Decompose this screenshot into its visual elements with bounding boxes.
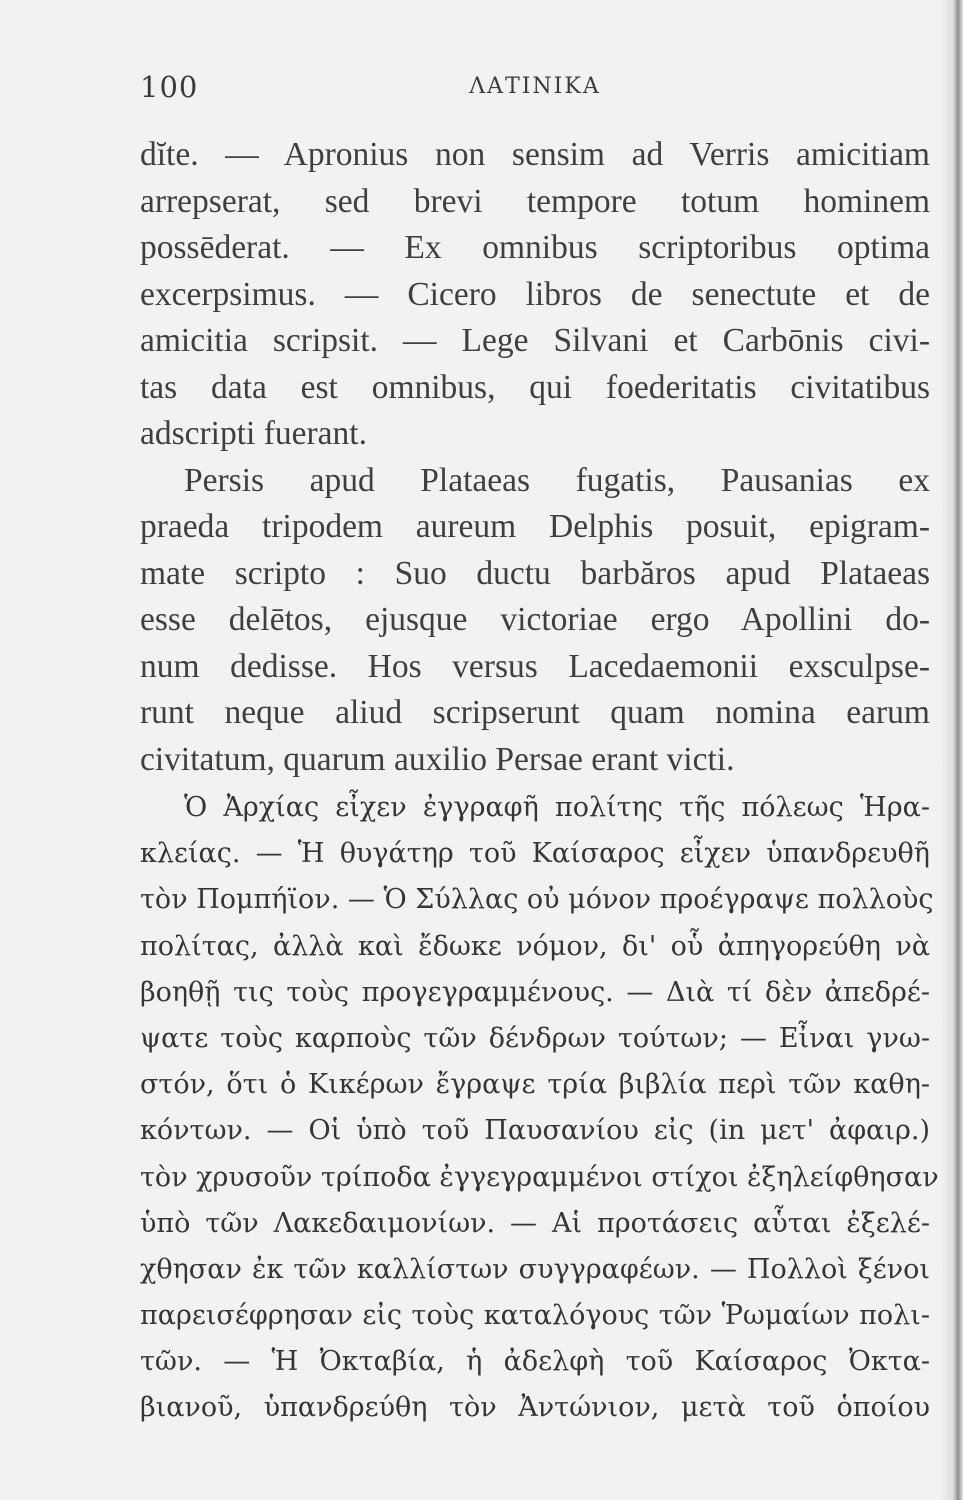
text-line: esse delētos, ejusque victoriae ergo Apollini do- — [140, 601, 930, 638]
text-line: possēderat. — Ex omnibus scriptoribus optima — [140, 229, 930, 266]
text-line: dĭte. — Apronius non sensim ad Verris amicitiam — [140, 136, 930, 173]
text-line: χθησαν ἐκ τῶν καλλίστων συγγραφέων. — Πολλοὶ ξένοι — [140, 1253, 930, 1285]
text-line: praeda tripodem aureum Delphis posuit, epigram- — [140, 508, 930, 545]
page-edge-shadow — [941, 0, 963, 1500]
page-body — [140, 132, 939, 1432]
text-line: civitatum, quarum auxilio Persae erant victi. — [140, 740, 735, 778]
latin-exercise-text — [140, 132, 930, 783]
text-line: runt neque aliud scripserunt quam nomina earum — [140, 694, 930, 731]
text-line: κόντων. — Οἱ ὑπὸ τοῦ Παυσανίου εἰς (in μετ' ἀφαιρ.) — [140, 1115, 930, 1147]
text-line: βοηθῇ τις τοὺς προγεγραμμένους. — Διὰ τί δὲν ἀπεδρέ- — [140, 976, 930, 1008]
text-line: τὸν Πομπήϊον. — Ὁ Σύλλας οὐ μόνον προέγραψε πολλοὺς — [140, 884, 934, 916]
text-line: excerpsimus. — Cicero libros de senectute et de — [140, 275, 930, 313]
text-line: τὸν χρυσοῦν τρίποδα ἐγγεγραμμένοι στίχοι ἐξηλείφθησαν — [140, 1161, 939, 1193]
text-line: παρεισέφρησαν εἰς τοὺς καταλόγους τῶν Ῥωμαίων πολι- — [140, 1300, 930, 1332]
text-line: amicitia scripsit. — Lege Silvani et Carbōnis civi- — [140, 322, 930, 359]
text-line: τῶν. — Ἡ Ὀκταβία, ἡ ἀδελφὴ τοῦ Καίσαρος Ὀκτα- — [140, 1346, 930, 1378]
text-line: tas data est omnibus, qui foederitatis civitatibus — [140, 368, 930, 406]
page-number: 100 — [140, 70, 199, 104]
text-line: ψατε τοὺς καρποὺς τῶν δένδρων τούτων; — Εἶναι γνω- — [140, 1022, 930, 1054]
running-title: ΛΑΤΙΝΙΚΑ — [469, 74, 601, 99]
text-line: arrepserat, sed brevi tempore totum hominem — [140, 182, 930, 220]
text-line: στόν, ὅτι ὁ Κικέρων ἔγραψε τρία βιβλία περὶ τῶν καθη- — [140, 1069, 930, 1101]
text-line: κλείας. — Ἡ θυγάτηρ τοῦ Καίσαρος εἶχεν ὑπανδρευθῆ — [140, 838, 930, 870]
text-line: adscripti fuerant. — [140, 415, 367, 452]
text-line: mate scripto : Suo ductu barbăros apud Plataeas — [140, 554, 930, 592]
text-line: num dedisse. Hos versus Lacedaemonii exsculpse- — [140, 647, 930, 685]
text-line: πολίτας, ἀλλὰ καὶ ἔδωκε νόμον, δι' οὗ ἀπηγορεύθη νὰ — [140, 930, 930, 962]
greek-exercise-text — [140, 785, 939, 1432]
page-header — [140, 70, 930, 110]
text-line: Ὁ Ἀρχίας εἶχεν ἐγγραφῆ πολίτης τῆς πόλεως Ἡρα- — [184, 792, 930, 823]
text-line: ὑπὸ τῶν Λακεδαιμονίων. — Αἱ προτάσεις αὗται ἐξελέ- — [140, 1207, 930, 1239]
text-line: βιανοῦ, ὑπανδρεύθη τὸν Ἀντώνιον, μετὰ τοῦ ὁποίου — [140, 1392, 930, 1424]
text-line: Persis apud Plataeas fugatis, Pausanias ex — [184, 461, 930, 499]
